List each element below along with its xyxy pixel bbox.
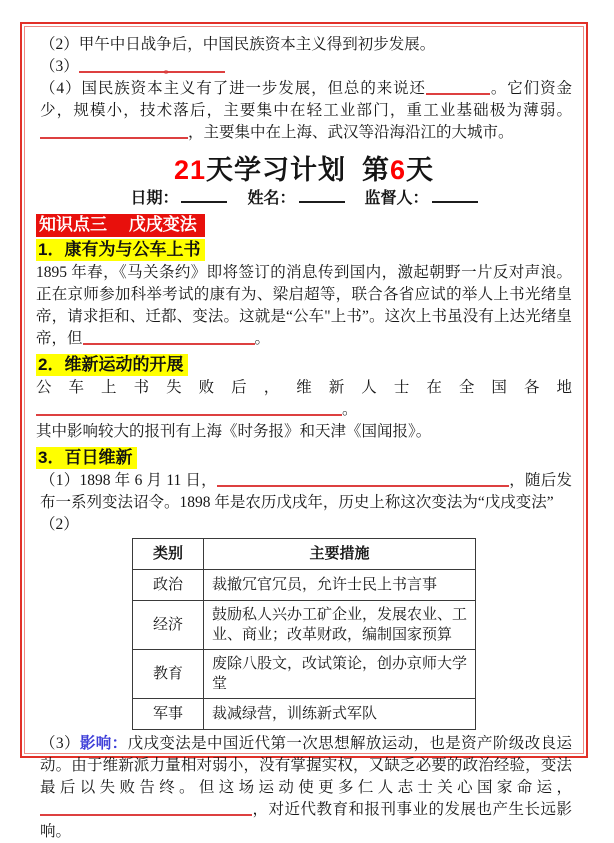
title-tian-text: 天 xyxy=(406,155,435,185)
category-cell: 政治 xyxy=(133,570,204,601)
measures-cell: 裁减绿营，训练新式军队 xyxy=(204,699,476,730)
intro-item-3 xyxy=(36,56,572,78)
page-content xyxy=(26,28,582,843)
item-2-label-text: （2） xyxy=(40,516,79,533)
red-period-mark: 。 xyxy=(163,62,178,77)
date-label: 日期： xyxy=(130,190,179,207)
intro-item-2 xyxy=(36,34,572,56)
intro-item-4-seg2: 。它们资金少，规模小，技术落后，主要集中在轻工业部门，重工业基础极为薄弱。 xyxy=(40,80,572,119)
section-1-paragraph xyxy=(36,262,572,350)
intro-item-3-prefix: （3） xyxy=(40,58,79,75)
date-field xyxy=(130,190,227,207)
intro-item-4 xyxy=(36,78,572,144)
title-number-6: 6 xyxy=(390,155,407,185)
table-row xyxy=(133,650,476,699)
fill-blank xyxy=(83,331,195,345)
section-2-heading: 2．维新运动的开展 xyxy=(36,354,188,376)
supervisor-label: 监督人： xyxy=(364,190,429,207)
section-3-text-2: ，随后发布一系列变法诏令。1898 年是农历戊戌年，历史上称这次变法为“戊戌变法” xyxy=(40,472,572,511)
category-cell: 军事 xyxy=(133,699,204,730)
table-header-measures: 主要措施 xyxy=(204,539,476,570)
name-field xyxy=(247,190,344,207)
section-1-period: 。 xyxy=(254,330,271,347)
fill-blank xyxy=(36,402,342,416)
fill-blank xyxy=(40,125,188,139)
section-2-line-1 xyxy=(36,377,572,421)
title-di-text: 第 xyxy=(362,155,390,185)
section-3-item-2-label xyxy=(36,514,572,536)
supervisor-field xyxy=(365,190,478,207)
section-2-line-2 xyxy=(36,421,572,443)
category-cell: 经济 xyxy=(133,601,204,650)
name-label: 姓名： xyxy=(247,190,296,207)
impact-paragraph xyxy=(36,733,572,843)
date-blank xyxy=(181,190,227,203)
fill-blank xyxy=(217,473,509,487)
meta-line xyxy=(36,188,572,210)
impact-prefix: （3） xyxy=(40,735,80,752)
section-3-heading: 3．百日维新 xyxy=(36,447,137,469)
impact-text-1: 戊戌变法是中国近代第一次思想解放运动，也是资产阶级改良运动。由于维新派力量相对弱小，没有掌握实权，又缺乏必要的政治经验，变法最后以失败告终。但这场运动使更多仁人志士关心国家命运， xyxy=(40,735,572,796)
section-1-heading: 1．康有为与公车上书 xyxy=(36,239,205,261)
fill-blank xyxy=(195,331,255,345)
page-border-frame xyxy=(20,22,588,840)
knowledge-point-badge: 知识点三 戊戌变法 xyxy=(36,214,205,237)
measures-cell: 鼓励私人兴办工矿企业，发展农业、工业、商业；改革财政，编制国家预算 xyxy=(204,601,476,650)
section-3-text-1: （1）1898 年 6 月 11 日， xyxy=(40,472,217,489)
page-title xyxy=(36,154,572,186)
fill-blank xyxy=(426,81,490,95)
table-header-category: 类别 xyxy=(133,539,204,570)
name-blank xyxy=(299,190,345,203)
measures-table xyxy=(132,538,476,730)
intro-item-4-seg1: （4）国民族资本主义有了进一步发展，但总的来说还 xyxy=(40,80,426,97)
fill-blank xyxy=(79,59,225,77)
section-1 xyxy=(36,237,572,350)
section-3-line-1 xyxy=(36,470,572,514)
section-2-period: 。 xyxy=(342,401,358,418)
title-plan-text: 天学习计划 xyxy=(206,155,346,185)
table-header-row xyxy=(133,539,476,570)
measures-cell: 裁撤冗官冗员，允许士民上书言事 xyxy=(204,570,476,601)
impact-text-2: ，对近代教育和报刊事业的发展也产生长远影响。 xyxy=(40,801,572,840)
section-2-text-1: 公车上书失败后，维新人士在全国各地 xyxy=(36,379,572,396)
section-3 xyxy=(36,443,572,843)
section-1-text: 1895 年春，《马关条约》即将签订的消息传到国内，激起朝野一片反对声浪。正在京师参加科举考试的康有为、梁启超等，联合各省应试的举人上书光绪皇帝，请求拒和、迁都、变法。这就是“公车"上书”。这次上书虽没有上达光绪皇帝，但 xyxy=(36,264,572,347)
intro-item-2-text: （2）甲午中日战争后，中国民族资本主义得到初步发展。 xyxy=(40,36,436,53)
supervisor-blank xyxy=(432,190,478,203)
fill-blank xyxy=(40,802,252,816)
knowledge-point-row xyxy=(36,212,572,237)
section-2 xyxy=(36,350,572,443)
table-row xyxy=(133,570,476,601)
category-cell: 教育 xyxy=(133,650,204,699)
section-2-text-2: 其中影响较大的报刊有上海《时务报》和天津《国闻报》。 xyxy=(36,423,432,440)
measures-cell: 废除八股文，改试策论，创办京师大学堂 xyxy=(204,650,476,699)
table-row xyxy=(133,601,476,650)
intro-item-4-seg3: ，主要集中在上海、武汉等沿海沿江的大城市。 xyxy=(188,124,514,141)
intro-section xyxy=(36,34,572,144)
title-number-21: 21 xyxy=(173,155,206,185)
impact-label: 影响： xyxy=(79,735,128,752)
